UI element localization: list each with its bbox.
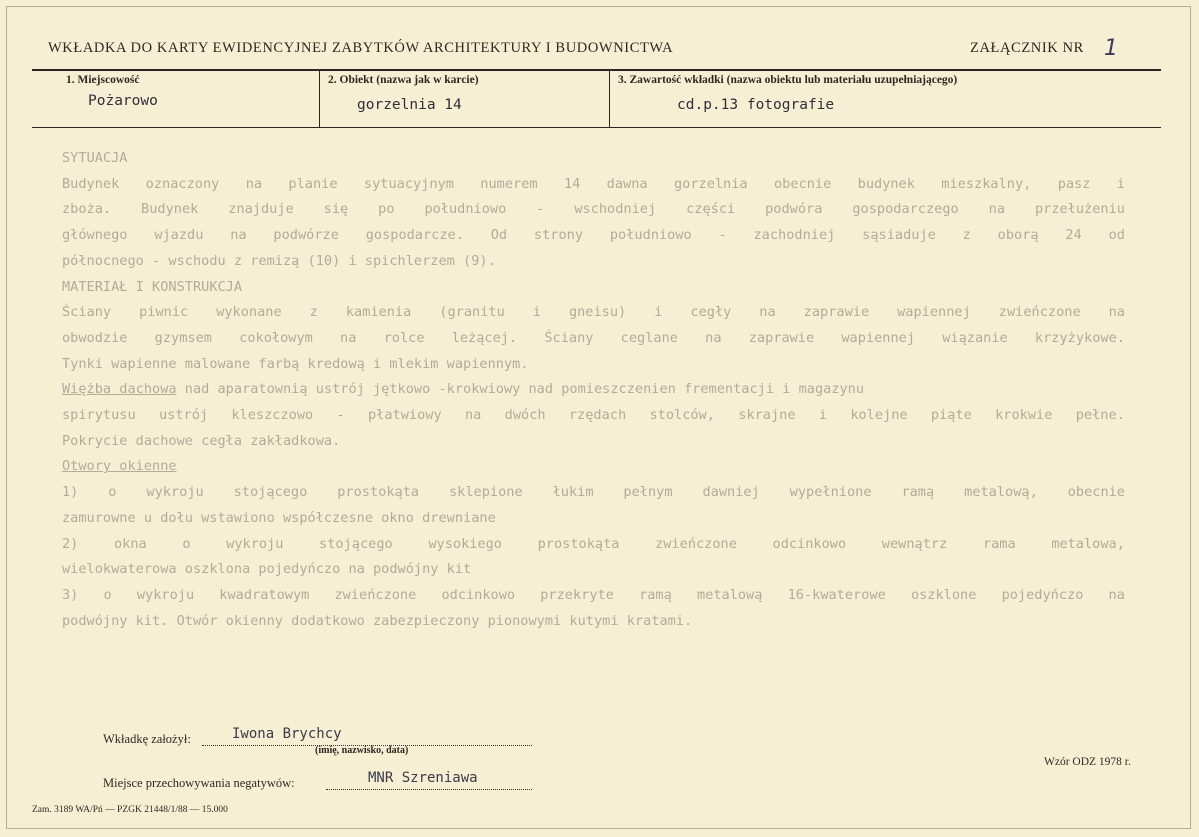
created-by-value: Iwona Brychcy xyxy=(232,726,342,742)
field-1-label: 1. Miejscowość xyxy=(66,74,140,86)
annex-label: ZAŁĄCZNIK NR xyxy=(970,40,1084,56)
text-line: obwodzie gzymsem cokołowym na rolce leżącej. Ściany ceglane na zaprawie wapiennej wiązanie krzyżykowe. xyxy=(62,329,1125,346)
text-line: Ściany piwnic wykonane z kamienia (granitu i gneisu) i cegły na zaprawie wapiennej zwieńczone na xyxy=(62,304,1125,321)
print-imprint: Zam. 3189 WA/Pń — PZGK 21448/1/88 — 15.000 xyxy=(32,805,228,815)
negatives-label: Miejsce przechowywania negatywów: xyxy=(103,776,295,790)
text-line: głównego wjazdu na podwórze gospodarcze. Od strony południowo - zachodniej sąsiaduje z oborą 24 od xyxy=(62,227,1125,244)
annex-number: 1 xyxy=(1104,36,1118,61)
header-rule-top xyxy=(32,69,1161,71)
text-line: 3) o wykroju kwadratowym zwieńczone odcinkowo przekryte ramą metalową 16-kwaterowe oszklone pojedyńczo na xyxy=(62,586,1125,603)
header-rule-bottom xyxy=(32,127,1161,128)
text-line: zamurowne u dołu wstawiono współczesne okno drewniane xyxy=(62,509,496,526)
field-2-label: 2. Obiekt (nazwa jak w karcie) xyxy=(328,74,479,86)
heading-otwory: Otwory okienne xyxy=(62,458,177,475)
created-by-label: Wkładkę założył: xyxy=(103,732,191,746)
text-line: 2) okna o wykroju stojącego wysokiego prostokąta zwieńczone odcinkowo wewnątrz rama metalowa, xyxy=(62,535,1125,552)
text-line: spirytusu ustrój kleszczowo - płatwiowy na dwóch rzędach stolców, skrajne i kolejne piąte krokwie pełne. xyxy=(62,407,1125,424)
created-by-hint: (imię, nazwisko, data) xyxy=(315,745,409,756)
text-line: Budynek oznaczony na planie sytuacyjnym numerem 14 dawna gorzelnia obecnie budynek mieszkalny, pasz i xyxy=(62,175,1125,192)
form-title: WKŁADKA DO KARTY EWIDENCYJNEJ ZABYTKÓW ARCHITEKTURY I BUDOWNICTWA xyxy=(48,40,674,56)
text-line: podwójny kit. Otwór okienny dodatkowo zabezpieczony pionowymi kutymi kratami. xyxy=(62,612,693,629)
field-divider-1 xyxy=(319,71,320,127)
text-line: północnego - wschodu z remizą (10) i spichlerzem (9). xyxy=(62,252,496,269)
form-version: Wzór ODZ 1978 r. xyxy=(1044,756,1131,768)
text-line xyxy=(62,377,1125,403)
negatives-line xyxy=(326,789,532,790)
description-body xyxy=(62,146,1125,634)
heading-sytuacja: SYTUACJA xyxy=(62,150,128,166)
text-line: Pokrycie dachowe cegła zakładkowa. xyxy=(62,432,341,449)
field-3-label: 3. Zawartość wkładki (nazwa obiektu lub materiału uzupełniającego) xyxy=(618,74,958,86)
text-line: Tynki wapienne malowane farbą kredową i mlekim wapiennym. xyxy=(62,355,529,372)
field-2-value: gorzelnia 14 xyxy=(357,97,462,113)
field-divider-2 xyxy=(609,71,610,127)
text-line: wielokwaterowa oszklona pojedyńczo na podwójny kit xyxy=(62,561,472,578)
text-line: 1) o wykroju stojącego prostokąta sklepione łukim pełnym dawniej wypełnione ramą metalową, obecnie xyxy=(62,484,1125,501)
field-3-value: cd.p.13 fotografie xyxy=(677,97,835,113)
text-line: zboża. Budynek znajduje się po południowo - wschodniej części podwóra gospodarczego na przełużeniu xyxy=(62,201,1125,218)
field-1-value: Pożarowo xyxy=(88,93,158,109)
negatives-value: MNR Szreniawa xyxy=(368,770,478,786)
text-fragment: nad aparatownią ustrój jętkowo -krokwiowy nad pomieszczenien frementacji i magazynu xyxy=(184,381,865,398)
heading-material: MATERIAŁ I KONSTRUKCJA xyxy=(62,278,243,295)
heading-wiezba: Więżba dachowa xyxy=(62,381,177,398)
